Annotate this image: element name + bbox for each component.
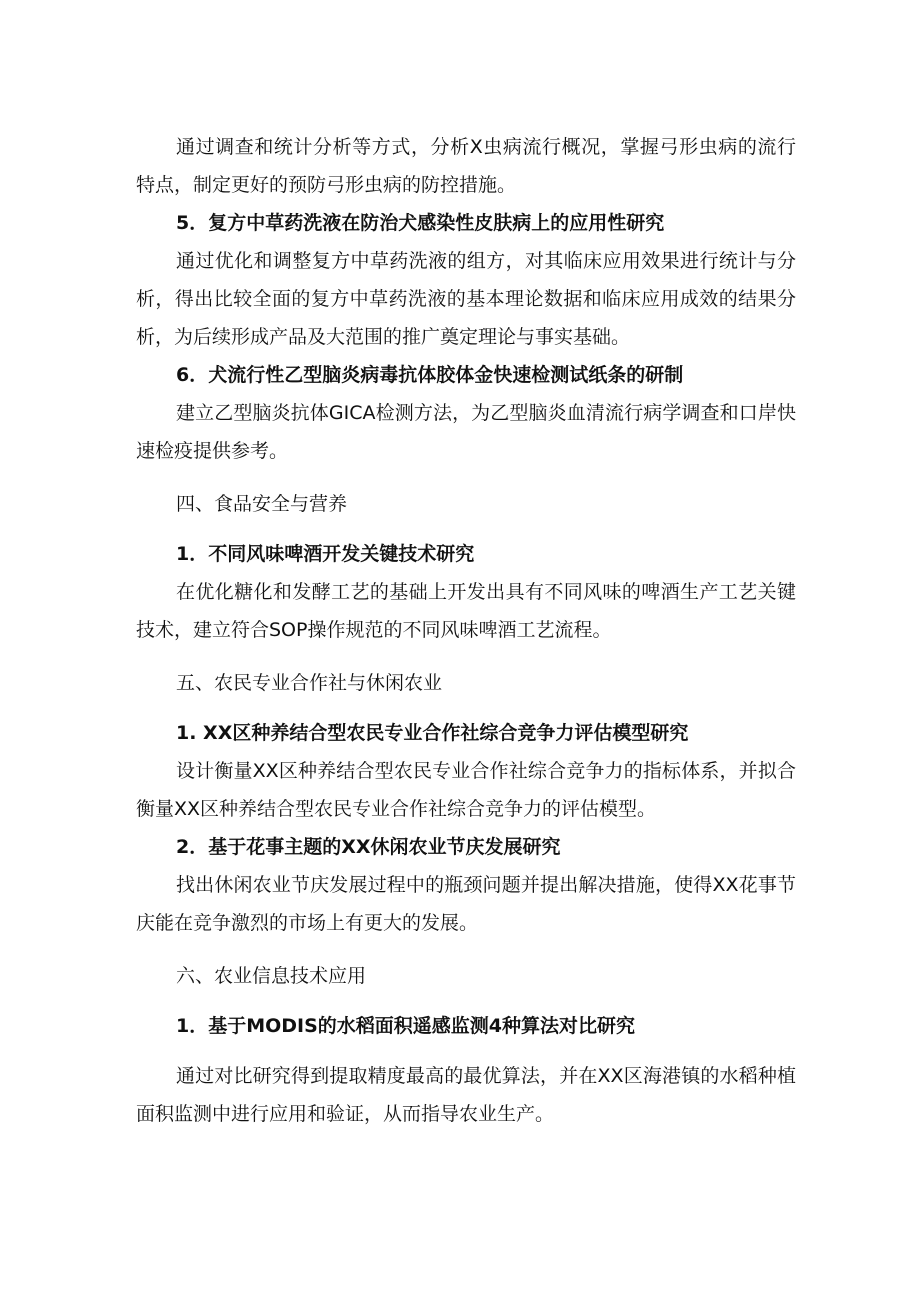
heading-beer-flavor: 1．不同风味啤酒开发关键技术研究: [176, 543, 475, 565]
document-page: [136, 128, 796, 1133]
paragraph-herbal-lotion: 通过优化和调整复方中草药洗液的组方，对其临床应用效果进行统计与分析，得出比较全面的复方中草药洗液的基本理论数据和临床应用成效的结果分析，为后续形成产品及大范围的推广奠定理论与事实基础。: [136, 250, 796, 348]
section-ag-info-tech: 六、农业信息技术应用: [176, 965, 367, 987]
paragraph-beer-flavor: 在优化糖化和发酵工艺的基础上开发出具有不同风味的啤酒生产工艺关键技术，建立符合SOP操作规范的不同风味啤酒工艺流程。: [136, 581, 796, 641]
paragraph-flower-festival: 找出休闲农业节庆发展过程中的瓶颈问题并提出解决措施，使得XX花事节庆能在竞争激烈的市场上有更大的发展。: [136, 874, 796, 934]
paragraph-modis-rice: 通过对比研究得到提取精度最高的最优算法，并在XX区海港镇的水稻种植面积监测中进行应用和验证，从而指导农业生产。: [136, 1065, 796, 1125]
heading-modis-rice: 1．基于MODIS的水稻面积遥感监测4种算法对比研究: [176, 1015, 636, 1037]
heading-flower-festival: 2．基于花事主题的XX休闲农业节庆发展研究: [176, 836, 561, 858]
paragraph-cooperative-model: 设计衡量XX区种养结合型农民专业合作社综合竞争力的指标体系，并拟合衡量XX区种养结合型农民专业合作社综合竞争力的评估模型。: [136, 760, 796, 820]
paragraph-toxoplasmosis: 通过调查和统计分析等方式，分析X虫病流行概况，掌握弓形虫病的流行特点，制定更好的预防弓形虫病的防控措施。: [136, 136, 796, 196]
heading-cooperative-model: 1. XX区种养结合型农民专业合作社综合竞争力评估模型研究: [176, 722, 689, 744]
section-food-safety: 四、食品安全与营养: [176, 493, 348, 515]
section-cooperatives: 五、农民专业合作社与休闲农业: [176, 672, 443, 694]
heading-herbal-lotion: 5．复方中草药洗液在防治犬感染性皮肤病上的应用性研究: [176, 212, 665, 234]
paragraph-encephalitis-strip: 建立乙型脑炎抗体GICA检测方法，为乙型脑炎血清流行病学调查和口岸快速检疫提供参考。: [136, 402, 796, 462]
heading-encephalitis-strip: 6．犬流行性乙型脑炎病毒抗体胶体金快速检测试纸条的研制: [176, 364, 684, 386]
